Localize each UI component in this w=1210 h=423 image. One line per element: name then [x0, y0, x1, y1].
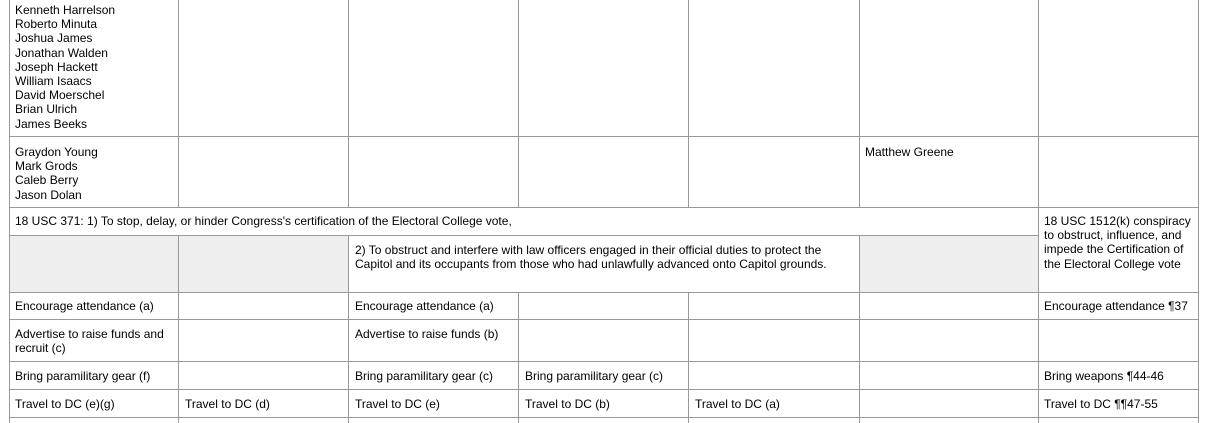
overt-act-encourage: Encourage attendance (a)	[355, 299, 494, 313]
defendant-name: James Beeks	[15, 116, 88, 131]
grid-line	[859, 235, 860, 423]
defendant-name: William Isaacs	[15, 74, 92, 89]
grid-line	[10, 417, 1199, 418]
grid-line	[10, 319, 1199, 320]
overt-act-travel: Travel to DC (d)	[185, 397, 270, 411]
defendant-name: Jason Dolan	[15, 187, 82, 202]
defendant-name: Joseph Hackett	[15, 59, 98, 74]
statute-371-heading: 18 USC 371: 1) To stop, delay, or hinder Congress's certification of the Electoral College vote,	[15, 214, 512, 228]
defendant-list-row1	[15, 3, 115, 131]
overt-act-weapons: Bring weapons ¶44-46	[1044, 369, 1164, 383]
shaded-cell	[859, 236, 1038, 292]
overt-act-gear: Bring paramilitary gear (c)	[525, 369, 664, 383]
grid-line	[10, 136, 1199, 137]
grid-line	[9, 0, 10, 423]
overt-act-travel: Travel to DC (a)	[695, 397, 780, 411]
overt-act-travel: Travel to DC (b)	[525, 397, 610, 411]
grid-line	[348, 0, 349, 207]
defendant-name: Brian Ulrich	[15, 102, 78, 117]
overt-act-gear: Bring paramilitary gear (c)	[355, 369, 494, 383]
overt-act-advertise: Advertise to raise funds (b)	[355, 327, 499, 341]
defendant-name: Graydon Young	[15, 145, 98, 159]
grid-line	[10, 207, 1199, 208]
overt-act-gear: Bring paramilitary gear (f)	[15, 369, 151, 383]
overt-act-travel: Travel to DC (e)(g)	[15, 397, 115, 411]
overt-act-advertise: Advertise to raise funds and recruit (c)	[15, 327, 164, 356]
grid-line	[10, 389, 1199, 390]
statute-371-part2: 2) To obstruct and interfere with law officers engaged in their official duties to protect the Capitol and its occupants from those who had unlawfully advanced onto Capitol grounds.	[355, 243, 827, 272]
grid-line	[10, 361, 1199, 362]
defendant-name: Matthew Greene	[865, 145, 954, 159]
grid-line	[688, 292, 689, 423]
grid-line	[10, 235, 1038, 236]
overt-act-travel: Travel to DC ¶¶47-55	[1044, 397, 1158, 411]
overt-act-travel: Travel to DC (e)	[355, 397, 440, 411]
defendant-name: Caleb Berry	[15, 173, 79, 188]
overt-act-encourage: Encourage attendance (a)	[15, 299, 154, 313]
statute-1512-heading: 18 USC 1512(k) conspiracy to obstruct, influence, and impede the Certification of the Electoral College vote	[1044, 214, 1191, 271]
defendant-name: Roberto Minuta	[15, 17, 98, 32]
grid-line	[178, 235, 179, 423]
grid-line	[859, 0, 860, 207]
grid-line	[1198, 0, 1199, 423]
grid-line	[178, 0, 179, 207]
grid-line	[518, 292, 519, 423]
shaded-cell	[10, 236, 348, 292]
defendant-name: Joshua James	[15, 31, 93, 46]
defendant-name: Jonathan Walden	[15, 45, 108, 60]
grid-line	[688, 0, 689, 207]
defendant-name: Mark Grods	[15, 159, 78, 174]
defendant-name: Kenneth Harrelson	[15, 3, 116, 17]
grid-line	[518, 0, 519, 207]
grid-line	[348, 235, 349, 423]
defendant-name: David Moerschel	[15, 88, 105, 103]
grid-line	[1038, 0, 1039, 423]
overt-act-encourage: Encourage attendance ¶37	[1044, 299, 1188, 313]
grid-line	[10, 292, 1199, 293]
defendant-list-row2	[15, 145, 98, 202]
